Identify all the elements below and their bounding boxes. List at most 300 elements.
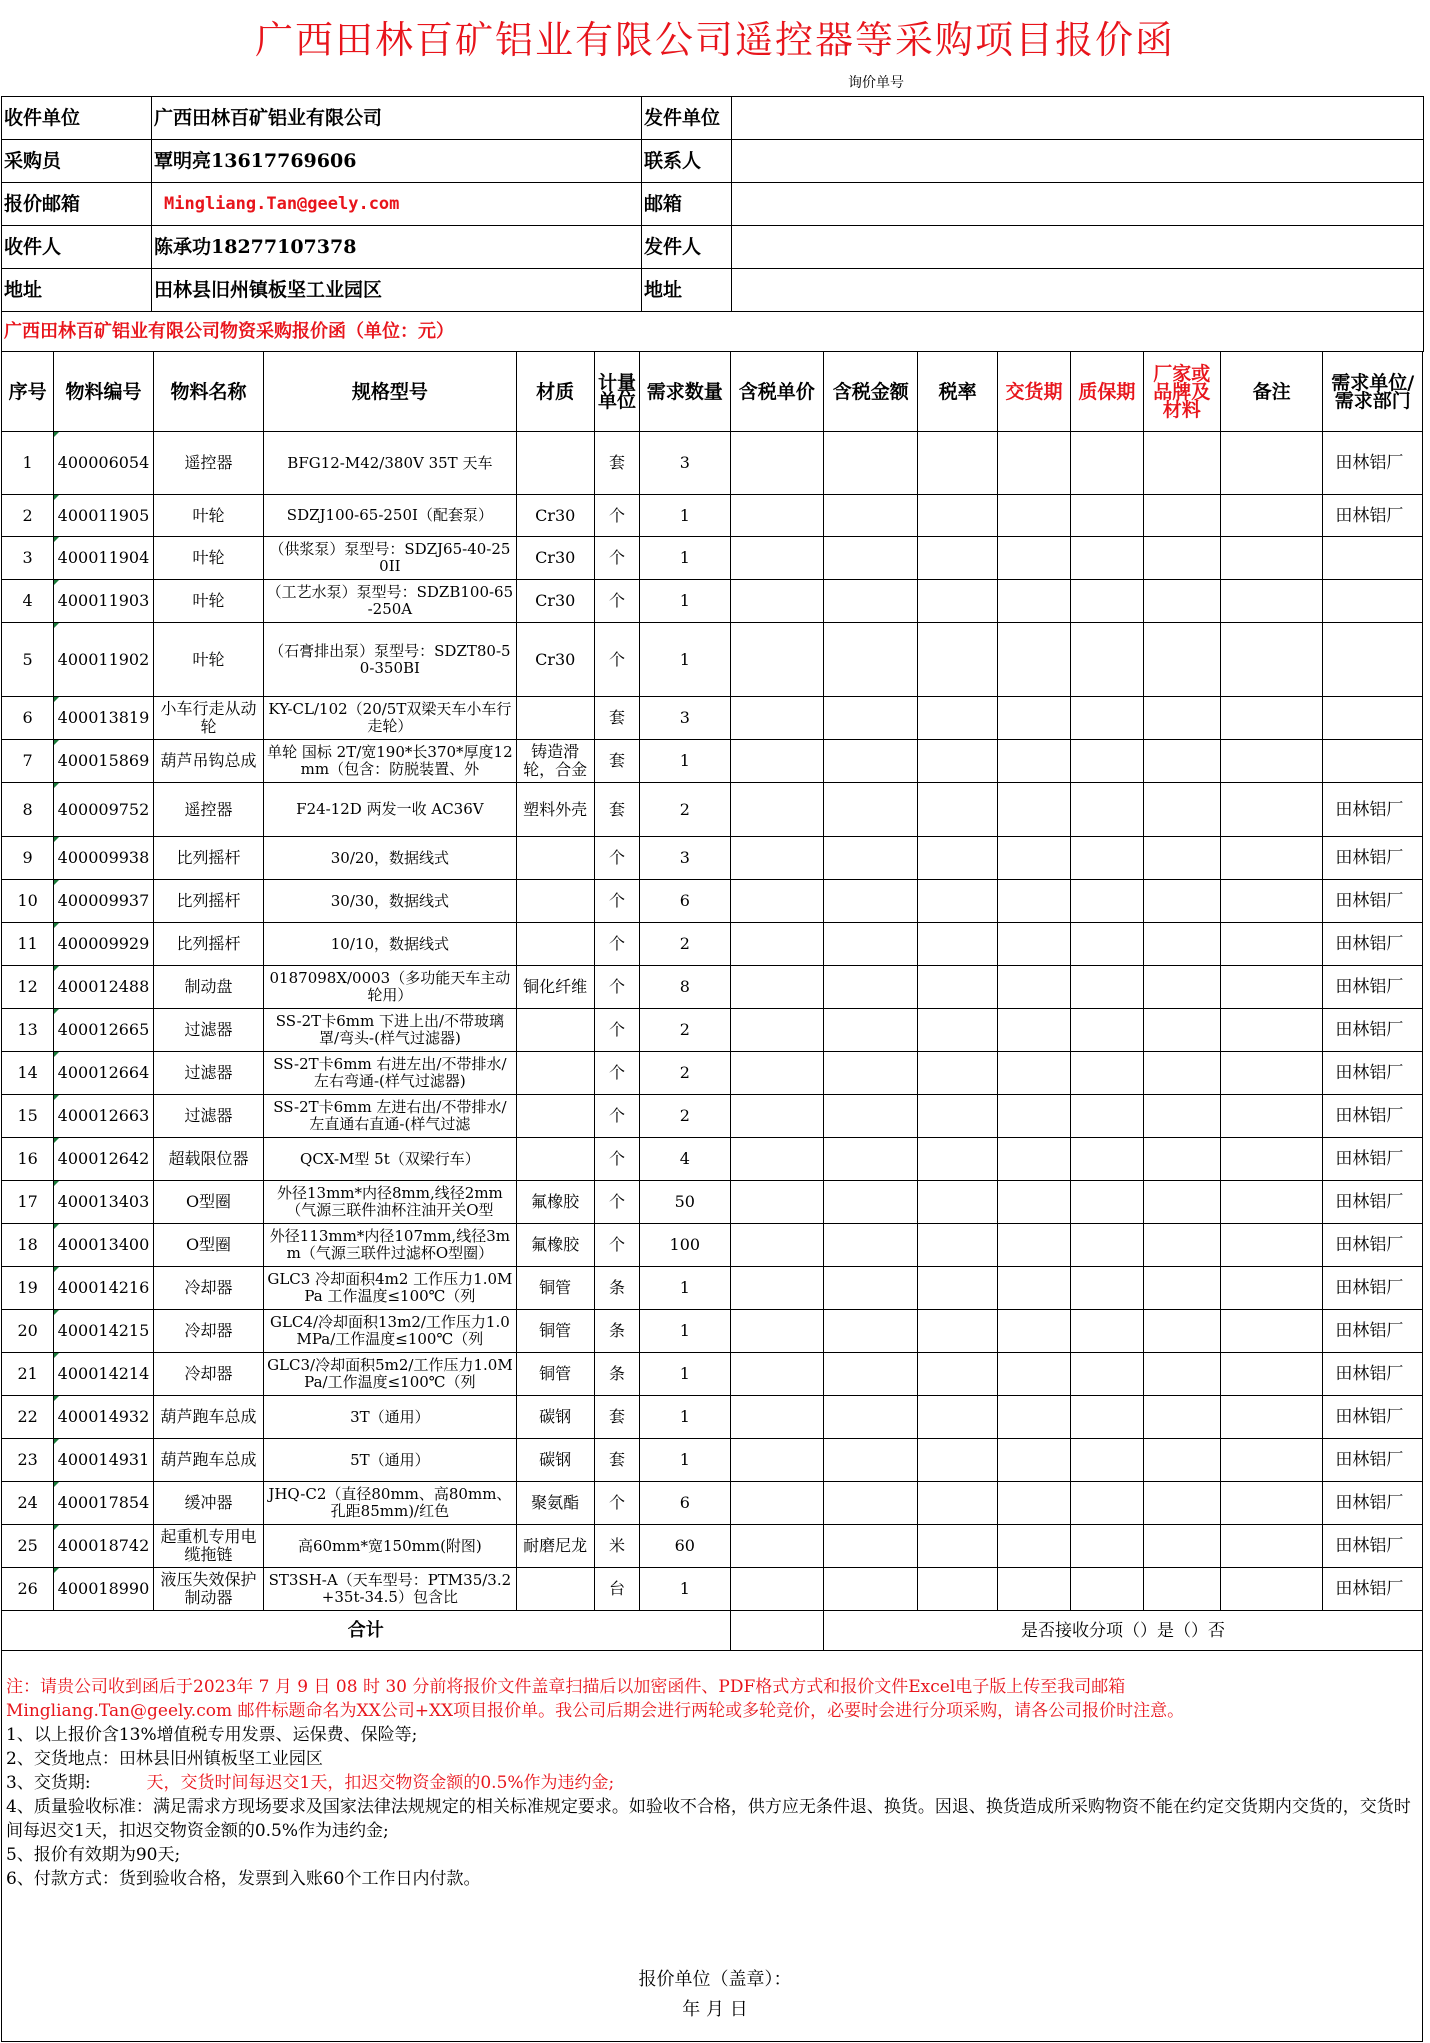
delivery-input[interactable] [997, 1224, 1070, 1267]
table-row [2, 1052, 1423, 1095]
unit: 米 [594, 1525, 639, 1568]
tax-rate-input[interactable] [918, 1482, 997, 1525]
material-code: 400013400 [54, 1224, 153, 1267]
warranty-input[interactable] [1071, 880, 1143, 923]
brand-input[interactable] [1143, 1095, 1220, 1138]
brand-input[interactable] [1143, 1009, 1220, 1052]
delivery-input[interactable] [997, 966, 1070, 1009]
unit-price-input[interactable] [730, 623, 823, 697]
amount-input[interactable] [823, 1310, 917, 1353]
brand-input[interactable] [1143, 1310, 1220, 1353]
quantity: 1 [640, 1353, 730, 1396]
unit: 套 [594, 740, 639, 783]
col-header: 计量单位 [594, 352, 639, 432]
tax-rate-input[interactable] [918, 1224, 997, 1267]
remark-input[interactable] [1220, 1267, 1323, 1310]
amount-input[interactable] [823, 623, 917, 697]
tax-rate-input[interactable] [918, 1181, 997, 1224]
material: 铜管 [516, 1267, 594, 1310]
section-title: 广西田林百矿铝业有限公司物资采购报价函（单位：元） [2, 312, 1424, 352]
recipient-label: 收件人 [2, 226, 152, 269]
delivery-input[interactable] [997, 1052, 1070, 1095]
warranty-input[interactable] [1071, 1310, 1143, 1353]
delivery-input[interactable] [997, 537, 1070, 580]
dept: 田林铝厂 [1323, 1310, 1423, 1353]
contact-value[interactable] [732, 140, 1424, 183]
table-row [2, 740, 1423, 783]
note-3 [6, 1771, 1416, 1795]
material: 铜管 [516, 1353, 594, 1396]
spec-model: F24-12D 两发一收 AC36V [264, 783, 516, 837]
quantity: 2 [640, 1095, 730, 1138]
material: 聚氨酯 [516, 1482, 594, 1525]
brand-input[interactable] [1143, 1568, 1220, 1611]
dept: 田林铝厂 [1323, 1181, 1423, 1224]
amount-input[interactable] [823, 783, 917, 837]
amount-input[interactable] [823, 1482, 917, 1525]
tax-rate-input[interactable] [918, 1310, 997, 1353]
row-number: 16 [2, 1138, 54, 1181]
material: Cr30 [516, 580, 594, 623]
row-number: 25 [2, 1525, 54, 1568]
remark-input[interactable] [1220, 1224, 1323, 1267]
delivery-input[interactable] [997, 1095, 1070, 1138]
remark-input[interactable] [1220, 432, 1323, 495]
remark-input[interactable] [1220, 1396, 1323, 1439]
col-header: 材质 [516, 352, 594, 432]
delivery-input[interactable] [997, 1138, 1070, 1181]
quantity: 1 [640, 580, 730, 623]
send-unit-value[interactable] [732, 97, 1424, 140]
dept: 田林铝厂 [1323, 923, 1423, 966]
table-row [2, 783, 1423, 837]
amount-input[interactable] [823, 966, 917, 1009]
spec-model: 5T（通用） [264, 1439, 516, 1482]
warranty-input[interactable] [1071, 1138, 1143, 1181]
remark-input[interactable] [1220, 1482, 1323, 1525]
warranty-input[interactable] [1071, 1353, 1143, 1396]
warranty-input[interactable] [1071, 697, 1143, 740]
spec-model: BFG12-M42/380V 35T 天车 [264, 432, 516, 495]
remark-input[interactable] [1220, 1525, 1323, 1568]
spec-model: （工艺水泵）泵型号：SDZB100-65-250A [264, 580, 516, 623]
amount-input[interactable] [823, 1052, 917, 1095]
recv-unit-value[interactable]: 广西田林百矿铝业有限公司 [152, 97, 642, 140]
tax-rate-input[interactable] [918, 880, 997, 923]
unit-price-input[interactable] [730, 1396, 823, 1439]
material [516, 837, 594, 880]
delivery-input[interactable] [997, 1439, 1070, 1482]
quantity: 3 [640, 697, 730, 740]
material-name: 缓冲器 [153, 1482, 264, 1525]
address-label: 地址 [2, 269, 152, 312]
quantity: 6 [640, 880, 730, 923]
warranty-input[interactable] [1071, 580, 1143, 623]
unit-price-input[interactable] [730, 923, 823, 966]
buyer-label: 采购员 [2, 140, 152, 183]
quantity: 1 [640, 1568, 730, 1611]
quantity: 6 [640, 1482, 730, 1525]
table-row [2, 495, 1423, 537]
warranty-input[interactable] [1071, 432, 1143, 495]
warranty-input[interactable] [1071, 1482, 1143, 1525]
unit-price-input[interactable] [730, 580, 823, 623]
table-row [2, 580, 1423, 623]
tax-rate-input[interactable] [918, 623, 997, 697]
brand-input[interactable] [1143, 1353, 1220, 1396]
address-value[interactable]: 田林县旧州镇板坚工业园区 [152, 269, 642, 312]
dept: 田林铝厂 [1323, 1224, 1423, 1267]
delivery-input[interactable] [997, 697, 1070, 740]
table-row [2, 432, 1423, 495]
tax-rate-input[interactable] [918, 1052, 997, 1095]
material-name: 遥控器 [153, 432, 264, 495]
row-number: 19 [2, 1267, 54, 1310]
amount-input[interactable] [823, 923, 917, 966]
amount-input[interactable] [823, 1009, 917, 1052]
table-row [2, 1095, 1423, 1138]
sender-value[interactable] [732, 226, 1424, 269]
address2-value[interactable] [732, 269, 1424, 312]
warranty-input[interactable] [1071, 1396, 1143, 1439]
remark-input[interactable] [1220, 1568, 1323, 1611]
warranty-input[interactable] [1071, 623, 1143, 697]
table-header-row [2, 352, 1423, 432]
material-code: 400017854 [54, 1482, 153, 1525]
dept: 田林铝厂 [1323, 1052, 1423, 1095]
tax-rate-input[interactable] [918, 537, 997, 580]
unit-price-input[interactable] [730, 1267, 823, 1310]
amount-input[interactable] [823, 580, 917, 623]
material-name: 过滤器 [153, 1009, 264, 1052]
warranty-input[interactable] [1071, 1181, 1143, 1224]
unit: 个 [594, 837, 639, 880]
delivery-input[interactable] [997, 783, 1070, 837]
note-4: 4、质量验收标准：满足需求方现场要求及国家法律法规规定的相关标准规定要求。如验收不合格，供方应无条件退、换货。因退、换货造成所采购物资不能在约定交货期内交货的，交货时间每迟交1天，扣迟交物资金额的0.5%作为违约金; [6, 1797, 1411, 1841]
unit: 套 [594, 432, 639, 495]
unit-price-input[interactable] [730, 837, 823, 880]
brand-input[interactable] [1143, 1138, 1220, 1181]
note-2: 2、交货地点：田林县旧州镇板坚工业园区 [6, 1749, 323, 1769]
row-number: 11 [2, 923, 54, 966]
material-code: 400009752 [54, 783, 153, 837]
amount-input[interactable] [823, 495, 917, 537]
tax-rate-input[interactable] [918, 1095, 997, 1138]
row-number: 23 [2, 1439, 54, 1482]
brand-input[interactable] [1143, 1525, 1220, 1568]
delivery-input[interactable] [997, 432, 1070, 495]
tax-rate-input[interactable] [918, 783, 997, 837]
unit-price-input[interactable] [730, 1009, 823, 1052]
remark-input[interactable] [1220, 537, 1323, 580]
amount-input[interactable] [823, 837, 917, 880]
tax-rate-input[interactable] [918, 1138, 997, 1181]
brand-input[interactable] [1143, 495, 1220, 537]
amount-input[interactable] [823, 740, 917, 783]
material [516, 880, 594, 923]
brand-input[interactable] [1143, 697, 1220, 740]
warranty-input[interactable] [1071, 1568, 1143, 1611]
contact-label: 联系人 [642, 140, 732, 183]
dept: 田林铝厂 [1323, 1138, 1423, 1181]
spec-model: SS-2T卡6mm 右进左出/不带排水/左右弯通-(样气过滤器) [264, 1052, 516, 1095]
delivery-input[interactable] [997, 880, 1070, 923]
email-label: 报价邮箱 [2, 183, 152, 226]
delivery-input[interactable] [997, 1267, 1070, 1310]
unit-price-input[interactable] [730, 966, 823, 1009]
warranty-input[interactable] [1071, 1267, 1143, 1310]
split-accept-option[interactable]: 是否接收分项（）是（）否 [823, 1611, 1422, 1651]
brand-input[interactable] [1143, 1224, 1220, 1267]
material-name: 冷却器 [153, 1310, 264, 1353]
delivery-input[interactable] [997, 623, 1070, 697]
tax-rate-input[interactable] [918, 1396, 997, 1439]
quantity: 1 [640, 537, 730, 580]
brand-input[interactable] [1143, 623, 1220, 697]
dept: 田林铝厂 [1323, 1439, 1423, 1482]
quantity: 2 [640, 1052, 730, 1095]
table-row [2, 1353, 1423, 1396]
remark-input[interactable] [1220, 740, 1323, 783]
amount-input[interactable] [823, 1267, 917, 1310]
warranty-input[interactable] [1071, 783, 1143, 837]
dept: 田林铝厂 [1323, 1396, 1423, 1439]
brand-input[interactable] [1143, 1482, 1220, 1525]
quantity: 3 [640, 432, 730, 495]
tax-rate-input[interactable] [918, 580, 997, 623]
amount-input[interactable] [823, 1181, 917, 1224]
brand-input[interactable] [1143, 1052, 1220, 1095]
remark-input[interactable] [1220, 837, 1323, 880]
table-row [2, 1439, 1423, 1482]
delivery-input[interactable] [997, 923, 1070, 966]
brand-input[interactable] [1143, 537, 1220, 580]
remark-input[interactable] [1220, 966, 1323, 1009]
unit-price-input[interactable] [730, 1482, 823, 1525]
delivery-input[interactable] [997, 1353, 1070, 1396]
brand-input[interactable] [1143, 966, 1220, 1009]
tax-rate-input[interactable] [918, 697, 997, 740]
delivery-input[interactable] [997, 837, 1070, 880]
remark-input[interactable] [1220, 1138, 1323, 1181]
remark-input[interactable] [1220, 623, 1323, 697]
remark-input[interactable] [1220, 923, 1323, 966]
brand-input[interactable] [1143, 783, 1220, 837]
brand-input[interactable] [1143, 580, 1220, 623]
delivery-input[interactable] [997, 495, 1070, 537]
amount-input[interactable] [823, 1525, 917, 1568]
warranty-input[interactable] [1071, 740, 1143, 783]
warranty-input[interactable] [1071, 837, 1143, 880]
remark-input[interactable] [1220, 495, 1323, 537]
remark-input[interactable] [1220, 1052, 1323, 1095]
unit-price-input[interactable] [730, 1181, 823, 1224]
delivery-input[interactable] [997, 1568, 1070, 1611]
brand-input[interactable] [1143, 880, 1220, 923]
tax-rate-input[interactable] [918, 1568, 997, 1611]
remark-input[interactable] [1220, 1181, 1323, 1224]
brand-input[interactable] [1143, 1267, 1220, 1310]
warranty-input[interactable] [1071, 1439, 1143, 1482]
brand-input[interactable] [1143, 923, 1220, 966]
address2-label: 地址 [642, 269, 732, 312]
unit-price-input[interactable] [730, 1353, 823, 1396]
delivery-input[interactable] [997, 1525, 1070, 1568]
unit-price-input[interactable] [730, 1138, 823, 1181]
unit-price-input[interactable] [730, 1525, 823, 1568]
amount-input[interactable] [823, 432, 917, 495]
material-code: 400006054 [54, 432, 153, 495]
material [516, 697, 594, 740]
tax-rate-input[interactable] [918, 837, 997, 880]
material-code: 400009938 [54, 837, 153, 880]
tax-rate-input[interactable] [918, 740, 997, 783]
mail-value[interactable] [732, 183, 1424, 226]
remark-input[interactable] [1220, 1310, 1323, 1353]
delivery-input[interactable] [997, 1396, 1070, 1439]
spec-model: 10/10，数据线式 [264, 923, 516, 966]
material-code: 400013403 [54, 1181, 153, 1224]
brand-input[interactable] [1143, 837, 1220, 880]
remark-input[interactable] [1220, 580, 1323, 623]
brand-input[interactable] [1143, 432, 1220, 495]
unit-price-input[interactable] [730, 740, 823, 783]
unit: 台 [594, 1568, 639, 1611]
tax-rate-input[interactable] [918, 495, 997, 537]
col-header: 交货期 [997, 352, 1070, 432]
unit: 个 [594, 1052, 639, 1095]
dept [1323, 580, 1423, 623]
spec-model: 外径113mm*内径107mm,线径3mm（气源三联件过滤杯O型圈） [264, 1224, 516, 1267]
row-number: 14 [2, 1052, 54, 1095]
warranty-input[interactable] [1071, 1525, 1143, 1568]
material-code: 400011905 [54, 495, 153, 537]
col-header: 需求数量 [640, 352, 730, 432]
remark-input[interactable] [1220, 1439, 1323, 1482]
tax-rate-input[interactable] [918, 1267, 997, 1310]
tax-rate-input[interactable] [918, 923, 997, 966]
unit-price-input[interactable] [730, 1224, 823, 1267]
amount-input[interactable] [823, 880, 917, 923]
unit: 条 [594, 1353, 639, 1396]
warranty-input[interactable] [1071, 1095, 1143, 1138]
brand-input[interactable] [1143, 1396, 1220, 1439]
tax-rate-input[interactable] [918, 1525, 997, 1568]
delivery-input[interactable] [997, 1310, 1070, 1353]
material-name: 冷却器 [153, 1353, 264, 1396]
warranty-input[interactable] [1071, 537, 1143, 580]
brand-input[interactable] [1143, 1439, 1220, 1482]
col-header: 需求单位/需求部门 [1323, 352, 1423, 432]
buyer-value[interactable]: 覃明亮13617769606 [152, 140, 642, 183]
amount-input[interactable] [823, 1568, 917, 1611]
remark-input[interactable] [1220, 783, 1323, 837]
remark-input[interactable] [1220, 880, 1323, 923]
material: 碳钢 [516, 1439, 594, 1482]
remark-input[interactable] [1220, 1353, 1323, 1396]
delivery-input[interactable] [997, 1482, 1070, 1525]
tax-rate-input[interactable] [918, 966, 997, 1009]
delivery-input[interactable] [997, 1009, 1070, 1052]
warranty-input[interactable] [1071, 966, 1143, 1009]
warranty-input[interactable] [1071, 1052, 1143, 1095]
dept: 田林铝厂 [1323, 1353, 1423, 1396]
material-name: 葫芦吊钩总成 [153, 740, 264, 783]
tax-rate-input[interactable] [918, 432, 997, 495]
unit-price-input[interactable] [730, 432, 823, 495]
amount-input[interactable] [823, 1224, 917, 1267]
tax-rate-input[interactable] [918, 1439, 997, 1482]
warranty-input[interactable] [1071, 923, 1143, 966]
unit-price-input[interactable] [730, 1310, 823, 1353]
material: 氟橡胶 [516, 1181, 594, 1224]
brand-input[interactable] [1143, 740, 1220, 783]
material-name: 叶轮 [153, 495, 264, 537]
unit: 个 [594, 580, 639, 623]
amount-input[interactable] [823, 1439, 917, 1482]
material-code: 400011904 [54, 537, 153, 580]
spec-model: 单轮 国标 2T/宽190*长370*厚度12mm（包含：防脱装置、外 [264, 740, 516, 783]
unit-price-input[interactable] [730, 697, 823, 740]
warranty-input[interactable] [1071, 495, 1143, 537]
warranty-input[interactable] [1071, 1009, 1143, 1052]
amount-input[interactable] [823, 1396, 917, 1439]
unit-price-input[interactable] [730, 1568, 823, 1611]
amount-input[interactable] [823, 1353, 917, 1396]
tax-rate-input[interactable] [918, 1009, 997, 1052]
material: Cr30 [516, 623, 594, 697]
note-1: 1、以上报价含13%增值税专用发票、运保费、保险等; [6, 1725, 418, 1745]
unit-price-input[interactable] [730, 495, 823, 537]
unit-price-input[interactable] [730, 1439, 823, 1482]
delivery-input[interactable] [997, 1181, 1070, 1224]
unit-price-input[interactable] [730, 783, 823, 837]
material: 塑料外壳 [516, 783, 594, 837]
amount-input[interactable] [823, 1138, 917, 1181]
unit-price-input[interactable] [730, 537, 823, 580]
remark-input[interactable] [1220, 697, 1323, 740]
table-row [2, 1568, 1423, 1611]
remark-input[interactable] [1220, 1009, 1323, 1052]
spec-model: GLC3/冷却面积5m2/工作压力1.0MPa/工作温度≤100℃（列 [264, 1353, 516, 1396]
send-unit-label: 发件单位 [642, 97, 732, 140]
table-row [2, 1396, 1423, 1439]
delivery-input[interactable] [997, 580, 1070, 623]
material: 铜化纤维 [516, 966, 594, 1009]
amount-input[interactable] [823, 697, 917, 740]
delivery-input[interactable] [997, 740, 1070, 783]
unit-price-input[interactable] [730, 880, 823, 923]
material-name: 遥控器 [153, 783, 264, 837]
material-name: 叶轮 [153, 623, 264, 697]
material-code: 400009929 [54, 923, 153, 966]
email-value[interactable]: Mingliang.Tan@geely.com [152, 183, 642, 226]
remark-input[interactable] [1220, 1095, 1323, 1138]
warranty-input[interactable] [1071, 1224, 1143, 1267]
spec-model: SS-2T卡6mm 下进上出/不带玻璃罩/弯头-(样气过滤器) [264, 1009, 516, 1052]
recipient-value[interactable]: 陈承功18277107378 [152, 226, 642, 269]
tax-rate-input[interactable] [918, 1353, 997, 1396]
unit-price-input[interactable] [730, 1095, 823, 1138]
unit-price-input[interactable] [730, 1052, 823, 1095]
table-row [2, 1310, 1423, 1353]
amount-input[interactable] [823, 1095, 917, 1138]
page-title: 广西田林百矿铝业有限公司遥控器等采购项目报价函 [254, 18, 1175, 62]
amount-input[interactable] [823, 537, 917, 580]
material-code: 400015869 [54, 740, 153, 783]
quantity: 1 [640, 623, 730, 697]
brand-input[interactable] [1143, 1181, 1220, 1224]
